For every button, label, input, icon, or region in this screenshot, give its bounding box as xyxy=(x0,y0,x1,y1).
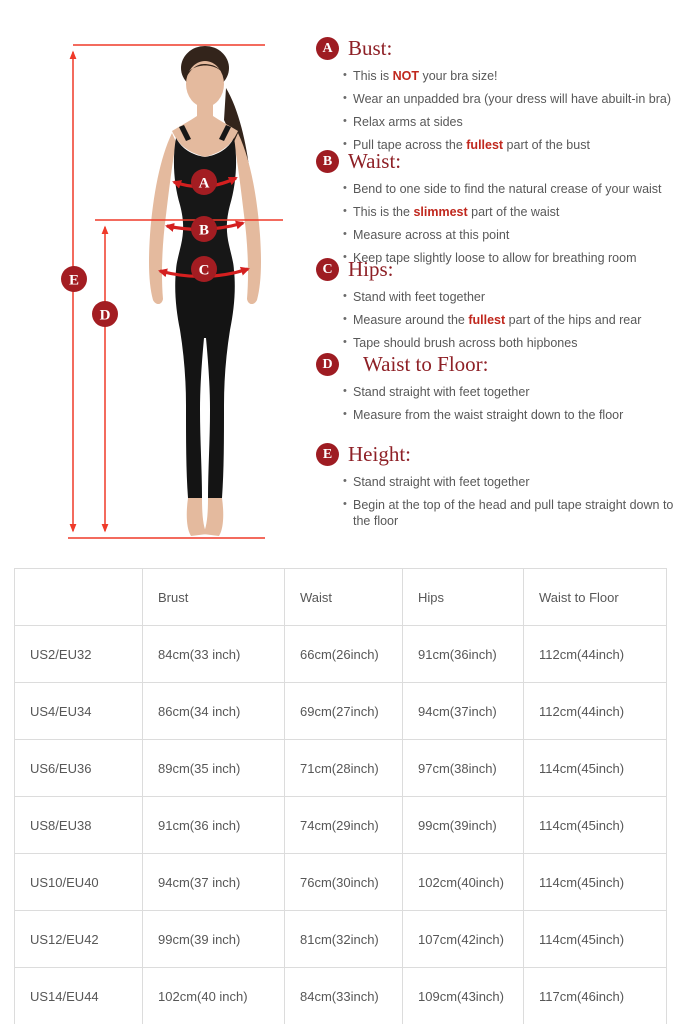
bullet-text: Bend to one side to find the natural crease of your waist xyxy=(353,182,662,196)
d-letter-badge-icon: D xyxy=(316,353,339,376)
measurement-cell: 66cm(26inch) xyxy=(285,626,403,683)
measurement-cell: 114cm(45inch) xyxy=(524,854,667,911)
highlighted-word: slimmest xyxy=(413,205,468,219)
size-label-cell: US6/EU36 xyxy=(15,740,143,797)
measurement-cell: 94cm(37 inch) xyxy=(143,854,285,911)
column-header: Waist xyxy=(285,569,403,626)
svg-text:C: C xyxy=(198,262,210,279)
bullet-dot-icon: • xyxy=(343,498,347,510)
measure-section-c xyxy=(316,257,674,358)
measurement-cell: 107cm(42inch) xyxy=(403,911,524,968)
measurement-cell: 81cm(32inch) xyxy=(285,911,403,968)
measurement-cell: 117cm(46inch) xyxy=(524,968,667,1024)
section-heading xyxy=(316,257,674,282)
size-table xyxy=(14,568,667,1024)
bullet-dot-icon: • xyxy=(343,182,347,194)
section-heading xyxy=(316,36,674,61)
measurement-diagram xyxy=(0,0,320,560)
instruction-bullet xyxy=(343,114,674,130)
instruction-bullet xyxy=(343,497,674,529)
model-silhouette xyxy=(149,46,261,536)
svg-text:B: B xyxy=(198,222,210,239)
instruction-bullet xyxy=(343,384,674,400)
size-label-cell: US8/EU38 xyxy=(15,797,143,854)
b-letter-badge-icon: B xyxy=(316,150,339,173)
size-label-cell: US12/EU42 xyxy=(15,911,143,968)
measurement-cell: 94cm(37inch) xyxy=(403,683,524,740)
measurement-cell: 91cm(36 inch) xyxy=(143,797,285,854)
column-header: Hips xyxy=(403,569,524,626)
hips-badge-icon xyxy=(191,256,217,282)
table-row xyxy=(15,911,667,968)
bullet-dot-icon: • xyxy=(343,408,347,420)
bullet-dot-icon: • xyxy=(343,138,347,150)
measure-section-a xyxy=(316,36,674,160)
measurement-figure-panel xyxy=(0,0,320,560)
measurement-cell: 89cm(35 inch) xyxy=(143,740,285,797)
height-badge-icon xyxy=(61,266,87,292)
measurement-cell: 114cm(45inch) xyxy=(524,797,667,854)
size-label-cell: US2/EU32 xyxy=(15,626,143,683)
instruction-list xyxy=(343,181,674,266)
bullet-dot-icon: • xyxy=(343,251,347,263)
measure-section-b xyxy=(316,149,674,273)
measurement-cell: 84cm(33inch) xyxy=(285,968,403,1024)
bullet-dot-icon: • xyxy=(343,205,347,217)
measurement-cell: 84cm(33 inch) xyxy=(143,626,285,683)
bullet-text: Measure around the fullest part of the hips and rear xyxy=(353,313,642,327)
highlighted-word: fullest xyxy=(468,313,506,327)
instruction-list xyxy=(343,289,674,351)
bullet-text: Wear an unpadded bra (your dress will have abuilt-in bra) xyxy=(353,92,671,106)
bullet-text: Measure from the waist straight down to the floor xyxy=(353,408,624,422)
column-header: Brust xyxy=(143,569,285,626)
bullet-dot-icon: • xyxy=(343,385,347,397)
instruction-bullet xyxy=(343,474,674,490)
bullet-text: Begin at the top of the head and pull tape straight down to the floor xyxy=(353,498,674,528)
measurement-cell: 114cm(45inch) xyxy=(524,740,667,797)
bullet-dot-icon: • xyxy=(343,336,347,348)
instruction-bullet xyxy=(343,181,674,197)
size-label-cell: US10/EU40 xyxy=(15,854,143,911)
measurement-cell: 69cm(27inch) xyxy=(285,683,403,740)
bullet-dot-icon: • xyxy=(343,92,347,104)
measurement-cell: 102cm(40 inch) xyxy=(143,968,285,1024)
section-heading xyxy=(316,442,674,467)
bullet-dot-icon: • xyxy=(343,228,347,240)
table-row xyxy=(15,683,667,740)
section-title: Hips: xyxy=(348,257,394,281)
instructions xyxy=(316,0,678,560)
bullet-text: Tape should brush across both hipbones xyxy=(353,336,578,350)
measurement-cell: 99cm(39 inch) xyxy=(143,911,285,968)
svg-text:A: A xyxy=(198,175,210,192)
measurement-cell: 99cm(39inch) xyxy=(403,797,524,854)
bullet-dot-icon: • xyxy=(343,313,347,325)
section-title: Height: xyxy=(348,442,411,466)
bust-badge-icon xyxy=(191,169,217,195)
table-row xyxy=(15,626,667,683)
instruction-bullet xyxy=(343,227,674,243)
bullet-text: Keep tape slightly loose to allow for breathing room xyxy=(353,251,637,265)
table-row xyxy=(15,740,667,797)
size-table-body xyxy=(15,626,667,1024)
instruction-list xyxy=(343,474,674,529)
bullet-dot-icon: • xyxy=(343,69,347,81)
bullet-text: Relax arms at sides xyxy=(353,115,463,129)
measurement-cell: 114cm(45inch) xyxy=(524,911,667,968)
table-header-row xyxy=(15,569,667,626)
measure-section-d xyxy=(316,352,674,430)
measure-section-e xyxy=(316,442,674,536)
section-title: Waist to Floor: xyxy=(363,352,489,376)
waist-to-floor-badge-icon xyxy=(92,301,118,327)
c-letter-badge-icon: C xyxy=(316,258,339,281)
column-header: Waist to Floor xyxy=(524,569,667,626)
measurement-cell: 109cm(43inch) xyxy=(403,968,524,1024)
e-letter-badge-icon: E xyxy=(316,443,339,466)
waist-badge-icon xyxy=(191,216,217,242)
bullet-text: Pull tape across the fullest part of the bust xyxy=(353,138,590,152)
instruction-bullet xyxy=(343,335,674,351)
measurement-cell: 74cm(29inch) xyxy=(285,797,403,854)
instruction-bullet xyxy=(343,407,674,423)
bullet-text: Stand straight with feet together xyxy=(353,385,530,399)
measurement-cell: 112cm(44inch) xyxy=(524,683,667,740)
table-row xyxy=(15,797,667,854)
instruction-bullet xyxy=(343,68,674,84)
measurement-cell: 112cm(44inch) xyxy=(524,626,667,683)
highlighted-word: fullest xyxy=(466,138,504,152)
measurement-cell: 97cm(38inch) xyxy=(403,740,524,797)
instruction-bullet xyxy=(343,312,674,328)
size-table-header xyxy=(15,569,667,626)
measurement-cell: 71cm(28inch) xyxy=(285,740,403,797)
a-letter-badge-icon: A xyxy=(316,37,339,60)
bullet-text: This is NOT your bra size! xyxy=(353,69,498,83)
section-heading xyxy=(316,149,674,174)
bullet-dot-icon: • xyxy=(343,475,347,487)
section-title: Waist: xyxy=(348,149,402,173)
svg-text:D: D xyxy=(99,307,111,324)
instruction-list xyxy=(343,68,674,153)
highlighted-word: NOT xyxy=(392,69,419,83)
size-label-cell: US4/EU34 xyxy=(15,683,143,740)
instruction-bullet xyxy=(343,91,674,107)
bullet-dot-icon: • xyxy=(343,290,347,302)
instruction-bullet xyxy=(343,289,674,305)
instruction-bullet xyxy=(343,204,674,220)
measurement-cell: 76cm(30inch) xyxy=(285,854,403,911)
size-label-cell: US14/EU44 xyxy=(15,968,143,1024)
bullet-dot-icon: • xyxy=(343,115,347,127)
bullet-text: This is the slimmest part of the waist xyxy=(353,205,560,219)
svg-text:E: E xyxy=(68,272,80,289)
table-row xyxy=(15,968,667,1024)
section-heading xyxy=(316,352,674,377)
bullet-text: Measure across at this point xyxy=(353,228,510,242)
measurement-cell: 102cm(40inch) xyxy=(403,854,524,911)
section-title: Bust: xyxy=(348,36,393,60)
measurement-cell: 86cm(34 inch) xyxy=(143,683,285,740)
table-row xyxy=(15,854,667,911)
measurement-cell: 91cm(36inch) xyxy=(403,626,524,683)
bullet-text: Stand straight with feet together xyxy=(353,475,530,489)
instruction-list xyxy=(343,384,674,423)
column-header xyxy=(15,569,143,626)
bullet-text: Stand with feet together xyxy=(353,290,486,304)
